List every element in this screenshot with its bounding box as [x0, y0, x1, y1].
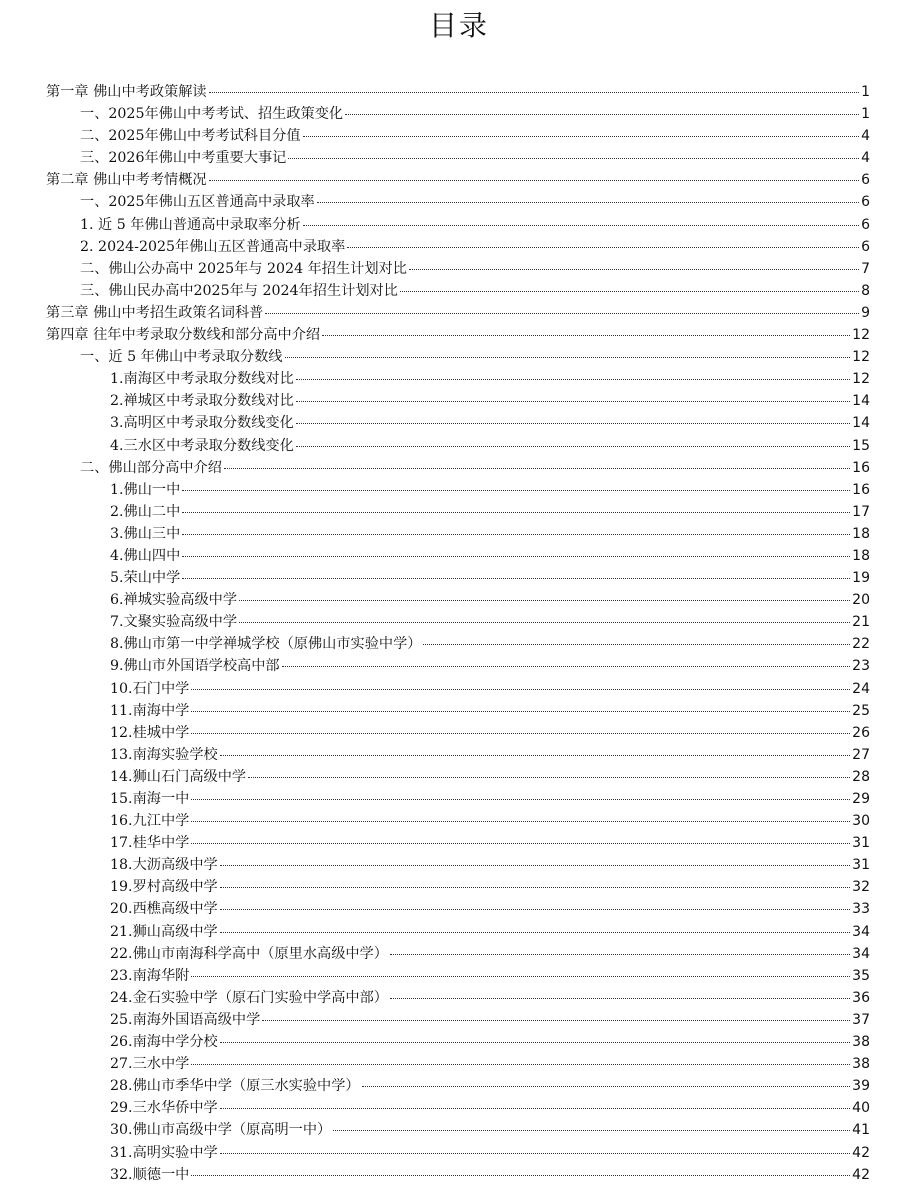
toc-page-number: 6	[861, 238, 870, 255]
toc-page-number: 23	[852, 658, 870, 675]
toc-entry[interactable]	[0, 260, 918, 282]
toc-dot-leader	[288, 158, 859, 159]
toc-entry-title: 19.罗村高级中学	[110, 879, 218, 896]
toc-dot-leader	[191, 1175, 850, 1176]
toc-page-number: 14	[852, 415, 870, 432]
toc-page-number: 28	[852, 768, 870, 785]
toc-entry-title: 三、佛山民办高中2025年与 2024年招生计划对比	[80, 282, 398, 299]
toc-page-number: 31	[852, 857, 870, 874]
toc-entry-title: 第二章 佛山中考考情概况	[46, 172, 207, 189]
page-title: 目录	[428, 9, 489, 42]
toc-entry-title: 一、2025年佛山五区普通高中录取率	[80, 194, 315, 211]
toc-page-number: 24	[852, 680, 870, 697]
toc-entry[interactable]	[0, 326, 918, 348]
toc-entry-title: 二、佛山公办高中 2025年与 2024 年招生计划对比	[80, 260, 407, 277]
toc-entry-title: 10.石门中学	[110, 680, 190, 697]
toc-entry[interactable]	[0, 216, 918, 238]
toc-page-number: 6	[861, 216, 870, 233]
toc-entry-title: 4.三水区中考录取分数线变化	[110, 437, 294, 454]
toc-entry-title: 24.金石实验中学（原石门实验中学高中部）	[110, 989, 388, 1006]
toc-entry-title: 1. 近 5 年佛山普通高中录取率分析	[80, 216, 301, 233]
toc-entry[interactable]	[0, 1144, 918, 1166]
toc-entry-title: 第四章 往年中考录取分数线和部分高中介绍	[46, 327, 321, 344]
toc-entry-title: 一、2025年佛山中考考试、招生政策变化	[80, 106, 344, 123]
toc-entry[interactable]	[0, 481, 918, 503]
toc-entry-title: 1.南海区中考录取分数线对比	[110, 371, 294, 388]
toc-page-number: 12	[852, 371, 870, 388]
toc-entry-title: 2.佛山二中	[110, 503, 181, 520]
toc-dot-leader	[182, 534, 850, 535]
toc-entry[interactable]	[0, 1099, 918, 1121]
toc-page-number: 9	[861, 304, 870, 321]
toc-page-number: 20	[852, 592, 870, 609]
toc-dot-leader	[239, 600, 850, 601]
toc-dot-leader	[322, 335, 850, 336]
toc-page-number: 12	[852, 349, 870, 366]
toc-dot-leader	[220, 1042, 850, 1043]
toc-page-number: 27	[852, 746, 870, 763]
toc-dot-leader	[265, 313, 859, 314]
toc-entry[interactable]	[0, 591, 918, 613]
toc-entry-title: 一、近 5 年佛山中考录取分数线	[80, 349, 283, 366]
toc-entry-title: 4.佛山四中	[110, 547, 181, 564]
toc-entry-title: 27.三水中学	[110, 1056, 190, 1073]
toc-page-number: 18	[852, 525, 870, 542]
toc-page-number: 37	[852, 1011, 870, 1028]
toc-entry-title: 9.佛山市外国语学校高中部	[110, 658, 280, 675]
toc-entry[interactable]	[0, 1055, 918, 1077]
toc-dot-leader	[224, 468, 850, 469]
toc-page-number: 7	[861, 260, 870, 277]
toc-entry-title: 20.西樵高级中学	[110, 901, 218, 918]
toc-page-number: 1	[861, 106, 870, 123]
toc-entry[interactable]	[0, 635, 918, 657]
toc-dot-leader	[191, 799, 850, 800]
toc-entry[interactable]	[0, 547, 918, 569]
toc-page-number: 39	[852, 1078, 870, 1095]
toc-entry[interactable]	[0, 768, 918, 790]
toc-entry-title: 三、2026年佛山中考重要大事记	[80, 150, 287, 167]
toc-dot-leader	[182, 578, 850, 579]
toc-entry[interactable]	[0, 856, 918, 878]
toc-entry[interactable]	[0, 83, 918, 105]
toc-dot-leader	[239, 622, 850, 623]
toc-entry-title: 17.桂华中学	[110, 835, 190, 852]
toc-dot-leader	[220, 755, 850, 756]
toc-dot-leader	[390, 998, 850, 999]
toc-page-number: 1	[861, 84, 870, 100]
toc-dot-leader	[209, 180, 860, 181]
toc-entry-title: 29.三水华侨中学	[110, 1100, 218, 1117]
toc-dot-leader	[191, 976, 850, 977]
toc-page-number: 36	[852, 989, 870, 1006]
toc-page-number: 32	[852, 879, 870, 896]
toc-entry[interactable]	[0, 613, 918, 635]
toc-entry[interactable]	[0, 149, 918, 171]
toc-page-number: 15	[852, 437, 870, 454]
toc-dot-leader	[317, 202, 859, 203]
toc-entry-title: 15.南海一中	[110, 791, 190, 807]
toc-entry[interactable]	[0, 348, 918, 370]
toc-page-number: 30	[852, 813, 870, 830]
toc-entry-title: 26.南海中学分校	[110, 1034, 218, 1051]
toc-dot-leader	[209, 92, 860, 93]
toc-entry[interactable]	[0, 282, 918, 304]
toc-dot-leader	[191, 843, 850, 844]
toc-dot-leader	[333, 1130, 850, 1131]
toc-page-number: 4	[861, 150, 870, 167]
toc-entry[interactable]	[0, 370, 918, 392]
toc-entry-title: 第一章 佛山中考政策解读	[46, 84, 207, 100]
toc-entry[interactable]	[0, 127, 918, 149]
toc-dot-leader	[285, 357, 851, 358]
toc-entry-title: 5.荣山中学	[110, 570, 181, 587]
toc-dot-leader	[296, 401, 850, 402]
toc-page-number: 4	[861, 128, 870, 145]
toc-entry[interactable]	[0, 437, 918, 459]
toc-entry[interactable]	[0, 967, 918, 989]
toc-entry-title: 12.桂城中学	[110, 724, 190, 741]
toc-entry-title: 23.南海华附	[110, 967, 190, 984]
toc-dot-leader	[303, 225, 860, 226]
toc-page-number: 6	[861, 194, 870, 211]
toc-dot-leader	[220, 1108, 850, 1109]
toc-entry-title: 二、2025年佛山中考考试科目分值	[80, 128, 301, 145]
toc-entry[interactable]	[0, 746, 918, 768]
toc-entry[interactable]	[0, 923, 918, 945]
toc-dot-leader	[347, 247, 859, 248]
toc-entry-title: 2. 2024-2025年佛山五区普通高中录取率	[80, 238, 346, 255]
toc-page-number: 29	[852, 791, 870, 807]
toc-page-number: 33	[852, 901, 870, 918]
toc-dot-leader	[191, 1064, 850, 1065]
toc-entry[interactable]	[0, 878, 918, 900]
toc-entry[interactable]	[0, 238, 918, 260]
toc-dot-leader	[248, 777, 850, 778]
toc-entry-title: 11.南海中学	[110, 702, 190, 719]
toc-entry-title: 3.高明区中考录取分数线变化	[110, 415, 294, 432]
toc-entry-title: 8.佛山市第一中学禅城学校（原佛山市实验中学）	[110, 636, 422, 653]
toc-entry[interactable]	[0, 680, 918, 702]
toc-page-number: 17	[852, 503, 870, 520]
toc-page-number: 41	[852, 1122, 870, 1139]
toc-dot-leader	[296, 423, 850, 424]
toc-dot-leader	[182, 490, 850, 491]
toc-dot-leader	[220, 887, 850, 888]
toc-entry[interactable]	[0, 989, 918, 1011]
toc-dot-leader	[220, 932, 850, 933]
toc-page-number: 6	[861, 172, 870, 189]
toc-dot-leader	[390, 954, 850, 955]
toc-page-number: 34	[852, 923, 870, 940]
toc-entry-title: 22.佛山市南海科学高中（原里水高级中学）	[110, 945, 388, 962]
toc-entry[interactable]	[0, 459, 918, 481]
toc-page-number: 12	[852, 327, 870, 344]
toc-entry-title: 二、佛山部分高中介绍	[80, 459, 222, 476]
toc-dot-leader	[220, 865, 850, 866]
toc-page-number: 35	[852, 967, 870, 984]
toc-entry[interactable]	[0, 503, 918, 525]
toc-dot-leader	[296, 379, 850, 380]
toc-dot-leader	[282, 666, 851, 667]
toc-page-number: 25	[852, 702, 870, 719]
toc-entry-title: 30.佛山市高级中学（原高明一中）	[110, 1122, 332, 1139]
toc-entry-title: 第三章 佛山中考招生政策名词科普	[46, 304, 264, 321]
toc-entry-title: 25.南海外国语高级中学	[110, 1011, 261, 1028]
toc-entry[interactable]	[0, 171, 918, 193]
toc-dot-leader	[303, 136, 860, 137]
toc-dot-leader	[220, 909, 850, 910]
toc-page-number: 34	[852, 945, 870, 962]
toc-entry-title: 14.狮山石门高级中学	[110, 768, 247, 785]
toc-dot-leader	[400, 291, 859, 292]
table-of-contents	[0, 83, 918, 1188]
toc-page-number: 31	[852, 835, 870, 852]
toc-entry-title: 16.九江中学	[110, 813, 190, 830]
toc-dot-leader	[191, 821, 850, 822]
toc-page-number: 16	[852, 459, 870, 476]
toc-entry[interactable]	[0, 1166, 918, 1188]
toc-entry-title: 1.佛山一中	[110, 481, 181, 498]
toc-page-number: 8	[861, 282, 870, 299]
toc-page-number: 42	[852, 1166, 870, 1183]
toc-entry[interactable]	[0, 569, 918, 591]
toc-entry-title: 13.南海实验学校	[110, 746, 218, 763]
toc-dot-leader	[262, 1020, 850, 1021]
toc-entry-title: 3.佛山三中	[110, 525, 181, 542]
toc-entry-title: 28.佛山市季华中学（原三水实验中学）	[110, 1078, 360, 1095]
toc-page-number: 18	[852, 547, 870, 564]
toc-entry[interactable]	[0, 525, 918, 547]
toc-dot-leader	[345, 114, 859, 115]
toc-page-number: 22	[852, 636, 870, 653]
toc-entry[interactable]	[0, 105, 918, 127]
toc-entry[interactable]	[0, 834, 918, 856]
toc-entry[interactable]	[0, 657, 918, 679]
toc-page-number: 38	[852, 1034, 870, 1051]
toc-dot-leader	[191, 689, 850, 690]
toc-dot-leader	[182, 556, 850, 557]
toc-dot-leader	[296, 446, 850, 447]
toc-entry[interactable]	[0, 1011, 918, 1033]
toc-entry[interactable]	[0, 812, 918, 834]
toc-entry[interactable]	[0, 702, 918, 724]
toc-entry[interactable]	[0, 1077, 918, 1099]
toc-dot-leader	[409, 269, 859, 270]
toc-entry-title: 2.禅城区中考录取分数线对比	[110, 393, 294, 410]
toc-entry-title: 31.高明实验中学	[110, 1144, 218, 1161]
toc-dot-leader	[191, 733, 850, 734]
toc-entry[interactable]	[0, 193, 918, 215]
toc-entry-title: 18.大沥高级中学	[110, 857, 218, 874]
toc-entry[interactable]	[0, 724, 918, 746]
toc-entry[interactable]	[0, 790, 918, 812]
toc-entry[interactable]	[0, 304, 918, 326]
toc-dot-leader	[362, 1086, 851, 1087]
toc-page-number: 21	[852, 614, 870, 631]
toc-entry-title: 21.狮山高级中学	[110, 923, 218, 940]
toc-entry[interactable]	[0, 392, 918, 414]
toc-page-number: 38	[852, 1056, 870, 1073]
toc-page-number: 16	[852, 481, 870, 498]
toc-dot-leader	[423, 644, 850, 645]
toc-entry-title: 6.禅城实验高级中学	[110, 592, 238, 609]
toc-entry[interactable]	[0, 414, 918, 436]
toc-entry[interactable]	[0, 1121, 918, 1143]
toc-entry-title: 32.顺德一中	[110, 1166, 190, 1183]
toc-page-number: 14	[852, 393, 870, 410]
toc-page-number: 40	[852, 1100, 870, 1117]
toc-entry-title: 7.文聚实验高级中学	[110, 614, 238, 631]
toc-entry[interactable]	[0, 945, 918, 967]
toc-entry[interactable]	[0, 900, 918, 922]
toc-page-number: 26	[852, 724, 870, 741]
toc-dot-leader	[220, 1153, 850, 1154]
toc-dot-leader	[191, 711, 850, 712]
toc-page-number: 19	[852, 570, 870, 587]
toc-page-number: 42	[852, 1144, 870, 1161]
toc-entry[interactable]	[0, 1033, 918, 1055]
toc-dot-leader	[182, 512, 850, 513]
